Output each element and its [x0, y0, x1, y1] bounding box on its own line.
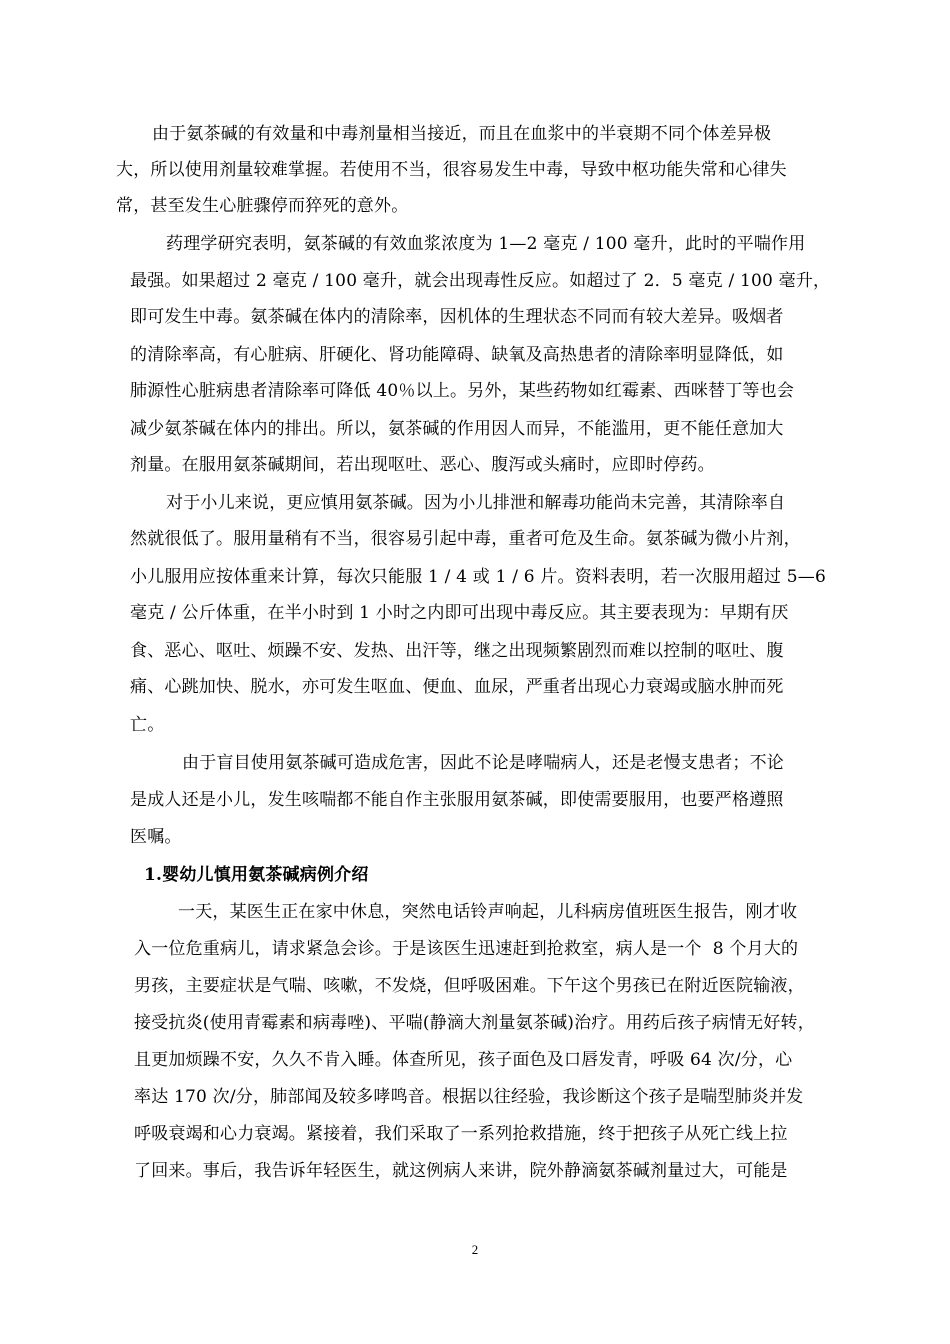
page-number: 2 — [471, 1242, 479, 1257]
text-line: 小儿服用应按体重来计算，每次只能服 1 / 4 或 1 / 6 片。资料表明，若一次服用超过 5—6 — [130, 567, 826, 587]
text-line: 由于氨茶碱的有效量和中毒剂量相当接近，而且在血浆中的半衰期不同个体差异极 — [152, 124, 772, 144]
text-line: 然就很低了。服用量稍有不当，很容易引起中毒，重者可危及生命。氨茶碱为微小片剂， — [130, 529, 801, 549]
text-line: 毫克 / 公斤体重，在半小时到 1 小时之内即可出现中毒反应。其主要表现为：早期有厌 — [130, 603, 789, 623]
text-line: 是成人还是小儿，发生咳喘都不能自作主张服用氨茶碱，即使需要服用，也要严格遵照 — [130, 790, 784, 810]
text-line: 食、恶心、呕吐、烦躁不安、发热、出汗等，继之出现频繁剧烈而难以控制的呕吐、腹 — [130, 641, 784, 661]
text-line: 接受抗炎(使用青霉素和病毒唑)、平喘(静滴大剂量氨茶碱)治疗。用药后孩子病情无好转， — [134, 1013, 815, 1033]
text-line: 由于盲目使用氨茶碱可造成危害，因此不论是哮喘病人，还是老慢支患者；不论 — [182, 753, 784, 773]
text-line: 且更加烦躁不安，久久不肯入睡。体查所见，孩子面色及口唇发青，呼吸 64 次/分，心 — [134, 1050, 793, 1070]
text-line: 对于小儿来说，更应慎用氨茶碱。因为小儿排泄和解毒功能尚未完善，其清除率自 — [166, 493, 786, 513]
text-line: 剂量。在服用氨茶碱期间，若出现呕吐、恶心、腹泻或头痛时，应即时停药。 — [130, 455, 715, 475]
text-line: 一天，某医生正在家中休息，突然电话铃声响起，儿科病房值班医生报告，刚才收 — [178, 902, 798, 922]
text-line: 大，所以使用剂量较难掌握。若使用不当，很容易发生中毒，导致中枢功能失常和心律失 — [116, 160, 787, 180]
section-heading: 1.婴幼儿慎用氨茶碱病例介绍 — [144, 865, 369, 885]
text-line: 药理学研究表明，氨茶碱的有效血浆浓度为 1—2 毫克 / 100 毫升，此时的平喘作用 — [166, 234, 806, 254]
text-line: 入一位危重病儿，请求紧急会诊。于是该医生迅速赶到抢救室，病人是一个 8 个月大的 — [134, 939, 799, 959]
text-line: 呼吸衰竭和心力衰竭。紧接着，我们采取了一系列抢救措施，终于把孩子从死亡线上拉 — [134, 1124, 788, 1144]
text-line: 减少氨茶碱在体内的排出。所以，氨茶碱的作用因人而异，不能滥用，更不能任意加大 — [130, 419, 784, 439]
text-line: 肺源性心脏病患者清除率可降低 40％以上。另外，某些药物如红霉素、西咪替丁等也会 — [130, 381, 795, 401]
text-line: 痛、心跳加快、脱水，亦可发生呕血、便血、血尿，严重者出现心力衰竭或脑水肿而死 — [130, 677, 784, 697]
text-line: 最强。如果超过 2 毫克 / 100 毫升，就会出现毒性反应。如超过了 2．5 毫克 / 100 毫升， — [130, 271, 831, 291]
text-line: 男孩，主要症状是气喘、咳嗽，不发烧，但呼吸困难。下午这个男孩已在附近医院输液， — [134, 976, 805, 996]
text-line: 医嘱。 — [130, 827, 182, 847]
text-line: 率达 170 次/分，肺部闻及较多哮鸣音。根据以往经验，我诊断这个孩子是喘型肺炎并发 — [134, 1087, 804, 1107]
text-line: 的清除率高，有心脏病、肝硬化、肾功能障碍、缺氧及高热患者的清除率明显降低，如 — [130, 345, 784, 365]
text-line: 即可发生中毒。氨茶碱在体内的清除率，因机体的生理状态不同而有较大差异。吸烟者 — [130, 307, 784, 327]
text-line: 常，甚至发生心脏骤停而猝死的意外。 — [116, 196, 409, 216]
text-line: 亡。 — [130, 715, 165, 735]
text-line: 了回来。事后，我告诉年轻医生，就这例病人来讲，院外静滴氨茶碱剂量过大，可能是 — [134, 1161, 788, 1181]
